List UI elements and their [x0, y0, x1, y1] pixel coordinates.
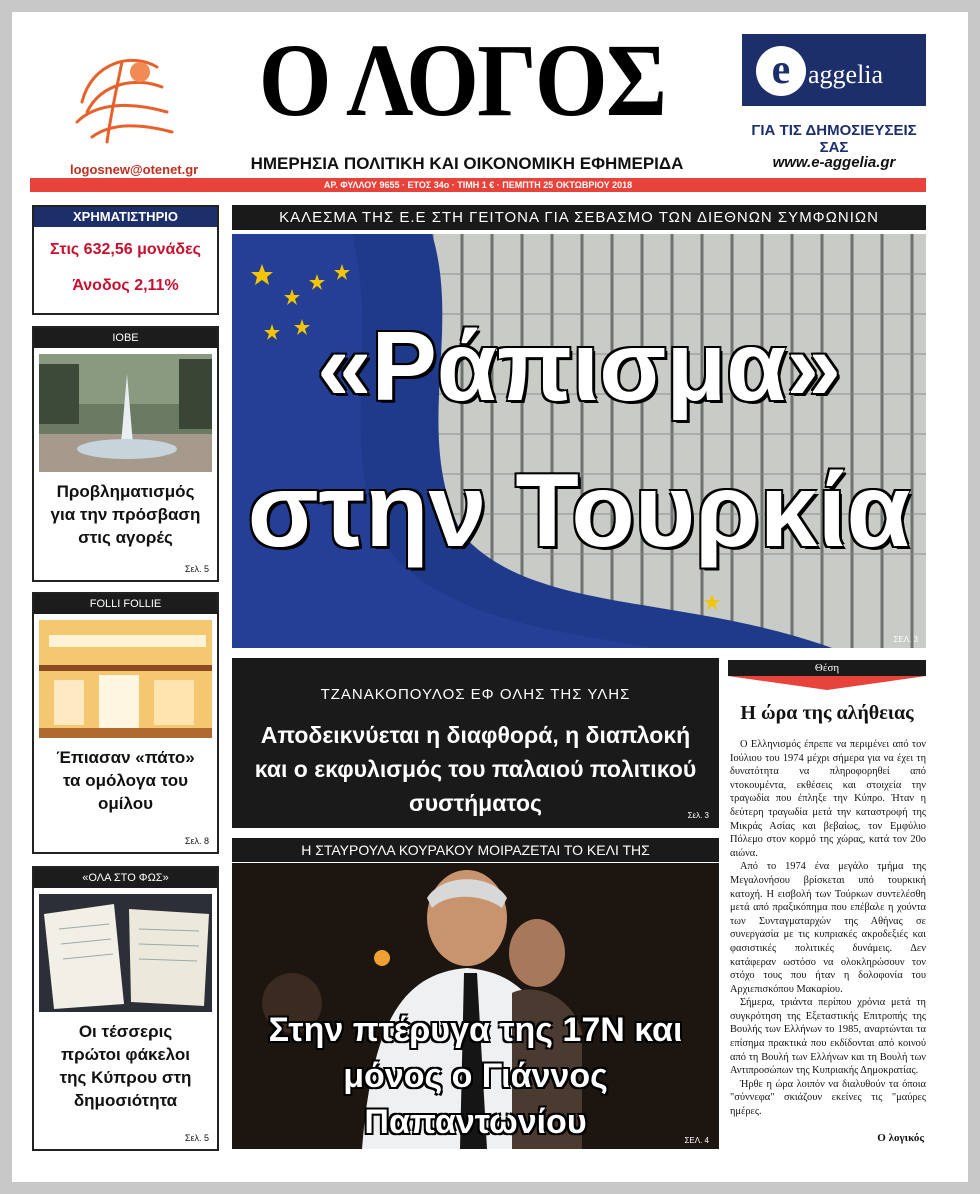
newspaper-emblem	[62, 42, 182, 152]
page-reference: Σελ. 5	[184, 564, 209, 574]
page-reference: Σελ. 3	[687, 811, 709, 820]
newspaper-front-page	[12, 12, 968, 1182]
story-kicker: Η ΣΤΑΥΡΟΥΛΑ ΚΟΥΡΑΚΟΥ ΜΟΙΡΑΖΕΤΑΙ ΤΟ ΚΕΛΙ ΤΗΣ	[232, 838, 719, 862]
page-reference: ΣΕΛ. 3	[893, 635, 918, 644]
opinion-title: Η ώρα της αλήθειας	[740, 702, 914, 724]
newspaper-subtitle: ΗΜΕΡΗΣΙΑ ΠΟΛΙΤΙΚΗ ΚΑΙ ΟΙΚΟΝΟΜΙΚΗ ΕΦΗΜΕΡΙΔΑ	[250, 154, 684, 173]
page-reference: ΣΕΛ. 4	[684, 1136, 709, 1145]
stock-market-box	[32, 205, 219, 315]
opinion-paragraph: Από το 1974 ένα μεγάλο τμήμα της Μεγαλονήσου βρίσκεται υπό τουρκική κατοχή. Η εισβολή των Τούρκων συντελέσθη μετά από πραξικόπημα που επέβαλε η χούντα των Συνταγματαρχών της Αθήνας σε συνεργασία με τις κυπριακές ακροδεξιές και φασιστικές πολιτικές δυνάμεις. Δεν κατάφεραν ωστόσο να ολοκληρώσουν τον στόχο τους που ήταν η δολοφονία του Αρχιεπισκόπου Μακαρίου.	[730, 861, 926, 995]
sidebar-story-label: ΙΟΒΕ	[34, 328, 217, 348]
opinion-paragraph: Ο Ελληνισμός έπρεπε να περιμένει από τον Ιούλιου του 1974 μέχρι σήμερα για να έχει τη δυνατότητα να πληροφορηθεί από ντοκουμέντα, εκθέσεις και στοιχεία την τραγωδία που έπληξε την Κύπρο. Ήταν η δεύτερη τραγωδία μετά την καταστροφή της Μικράς Ασίας και βεβαίως, τον Εμφύλιο Πόλεμο στον κορμό της χώρας, κατά τον 20ο αιώνα.	[730, 739, 926, 859]
lead-headline-line2: στην Τουρκία	[247, 453, 911, 569]
eu-flags-photo	[232, 234, 926, 648]
page-reference: Σελ. 5	[184, 1133, 209, 1143]
opinion-arrow-decoration	[728, 676, 926, 690]
story-tzanakopoulos[interactable]	[232, 658, 719, 828]
opinion-signature: Ο λογικός	[877, 1132, 924, 1144]
lead-story-kicker: ΚΑΛΕΣΜΑ ΤΗΣ Ε.Ε ΣΤΗ ΓΕΙΤΟΝΑ ΓΙΑ ΣΕΒΑΣΜΟ ΤΩΝ ΔΙΕΘΝΩΝ ΣΥΜΦΩΝΙΩΝ	[232, 205, 926, 230]
newspaper-title: Ο ΛΟΓΟΣ	[258, 23, 666, 138]
sidebar-story-headline: Προβληματισμός για την πρόσβαση στις αγορές	[50, 482, 201, 547]
sidebar-story-folli-follie[interactable]	[32, 592, 219, 854]
market-index-value: Στις 632,56 μονάδες	[50, 241, 201, 258]
fountain-photo	[39, 354, 212, 472]
ad-logo-letter: e	[756, 46, 806, 96]
story-headline: Αποδεικνύεται η διαφθορά, η διαπλοκή και ο εκφυλισμός του παλαιού πολιτικού συστήματος	[254, 722, 697, 816]
market-change: Άνοδος 2,11%	[72, 277, 179, 294]
sidebar-story-label: «ΟΛΑ ΣΤΟ ΦΩΣ»	[34, 868, 217, 888]
ad-url[interactable]: www.e-aggelia.gr	[772, 154, 896, 171]
opinion-paragraph: Ήρθε η ώρα λοιπόν να διαλυθούν τα όποια "σύννεφα" σκιάζουν εκείνες τις "μαύρες ημέρες.	[730, 1078, 926, 1118]
sidebar-story-headline: Έπιασαν «πάτο» τα ομόλογα του ομίλου	[56, 748, 195, 813]
sidebar-story-iobe[interactable]	[32, 326, 219, 582]
opinion-paragraph: Σήμερα, τριάντα περίπου χρόνια μετά τη συγκρότηση της Εξεταστικής Επιτροπής της Βουλής των Ελλήνων το 1985, αναρτώνται τα επίσημα πρακτικά που εκδίδονται από κοινού από τη Βουλή των Ελλήνων και τη Βουλή των Αντιπροσώπων της Κυπριακής Δημοκρατίας.	[730, 997, 926, 1077]
story-kicker: ΤΖΑΝΑΚΟΠΟΥΛΟΣ ΕΦ ΟΛΗΣ ΤΗΣ ΥΛΗΣ	[320, 686, 631, 703]
story-papantoniou[interactable]	[232, 863, 719, 1149]
page-reference: Σελ. 8	[184, 836, 209, 846]
ad-tagline: ΓΙΑ ΤΙΣ ΔΗΜΟΣΙΕΥΣΕΙΣ ΣΑΣ	[751, 122, 917, 156]
issue-dateline: ΑΡ. ΦΥΛΛΟΥ 9655 · ΕΤΟΣ 34ο · ΤΙΜΗ 1 € · ΠΕΜΠΤΗ 25 ΟΚΤΩΒΡΙΟΥ 2018	[30, 178, 926, 192]
story-headline: Στην πτέρυγα της 17Ν και μόνος ο Γιάννος Παπαντωνίου	[268, 1011, 683, 1141]
sidebar-story-cyprus-files[interactable]	[32, 866, 219, 1151]
opinion-section-label: Θέση	[728, 660, 926, 676]
sidebar-story-label: FOLLI FOLLIE	[34, 594, 217, 614]
lead-headline-line1: «Ράπισμα»	[316, 311, 842, 421]
documents-photo	[39, 894, 212, 1012]
market-header: ΧΡΗΜΑΤΙΣΤΗΡΙΟ	[34, 207, 217, 227]
contact-email[interactable]: logosnew@otenet.gr	[70, 162, 199, 177]
sidebar-story-headline: Οι τέσσερις πρώτοι φάκελοι της Κύπρου στη δημοσιότητα	[59, 1022, 192, 1110]
storefront-photo	[39, 620, 212, 738]
lead-story[interactable]	[232, 234, 926, 648]
ad-logo-text: aggelia	[808, 60, 884, 89]
opinion-body	[730, 738, 926, 1119]
